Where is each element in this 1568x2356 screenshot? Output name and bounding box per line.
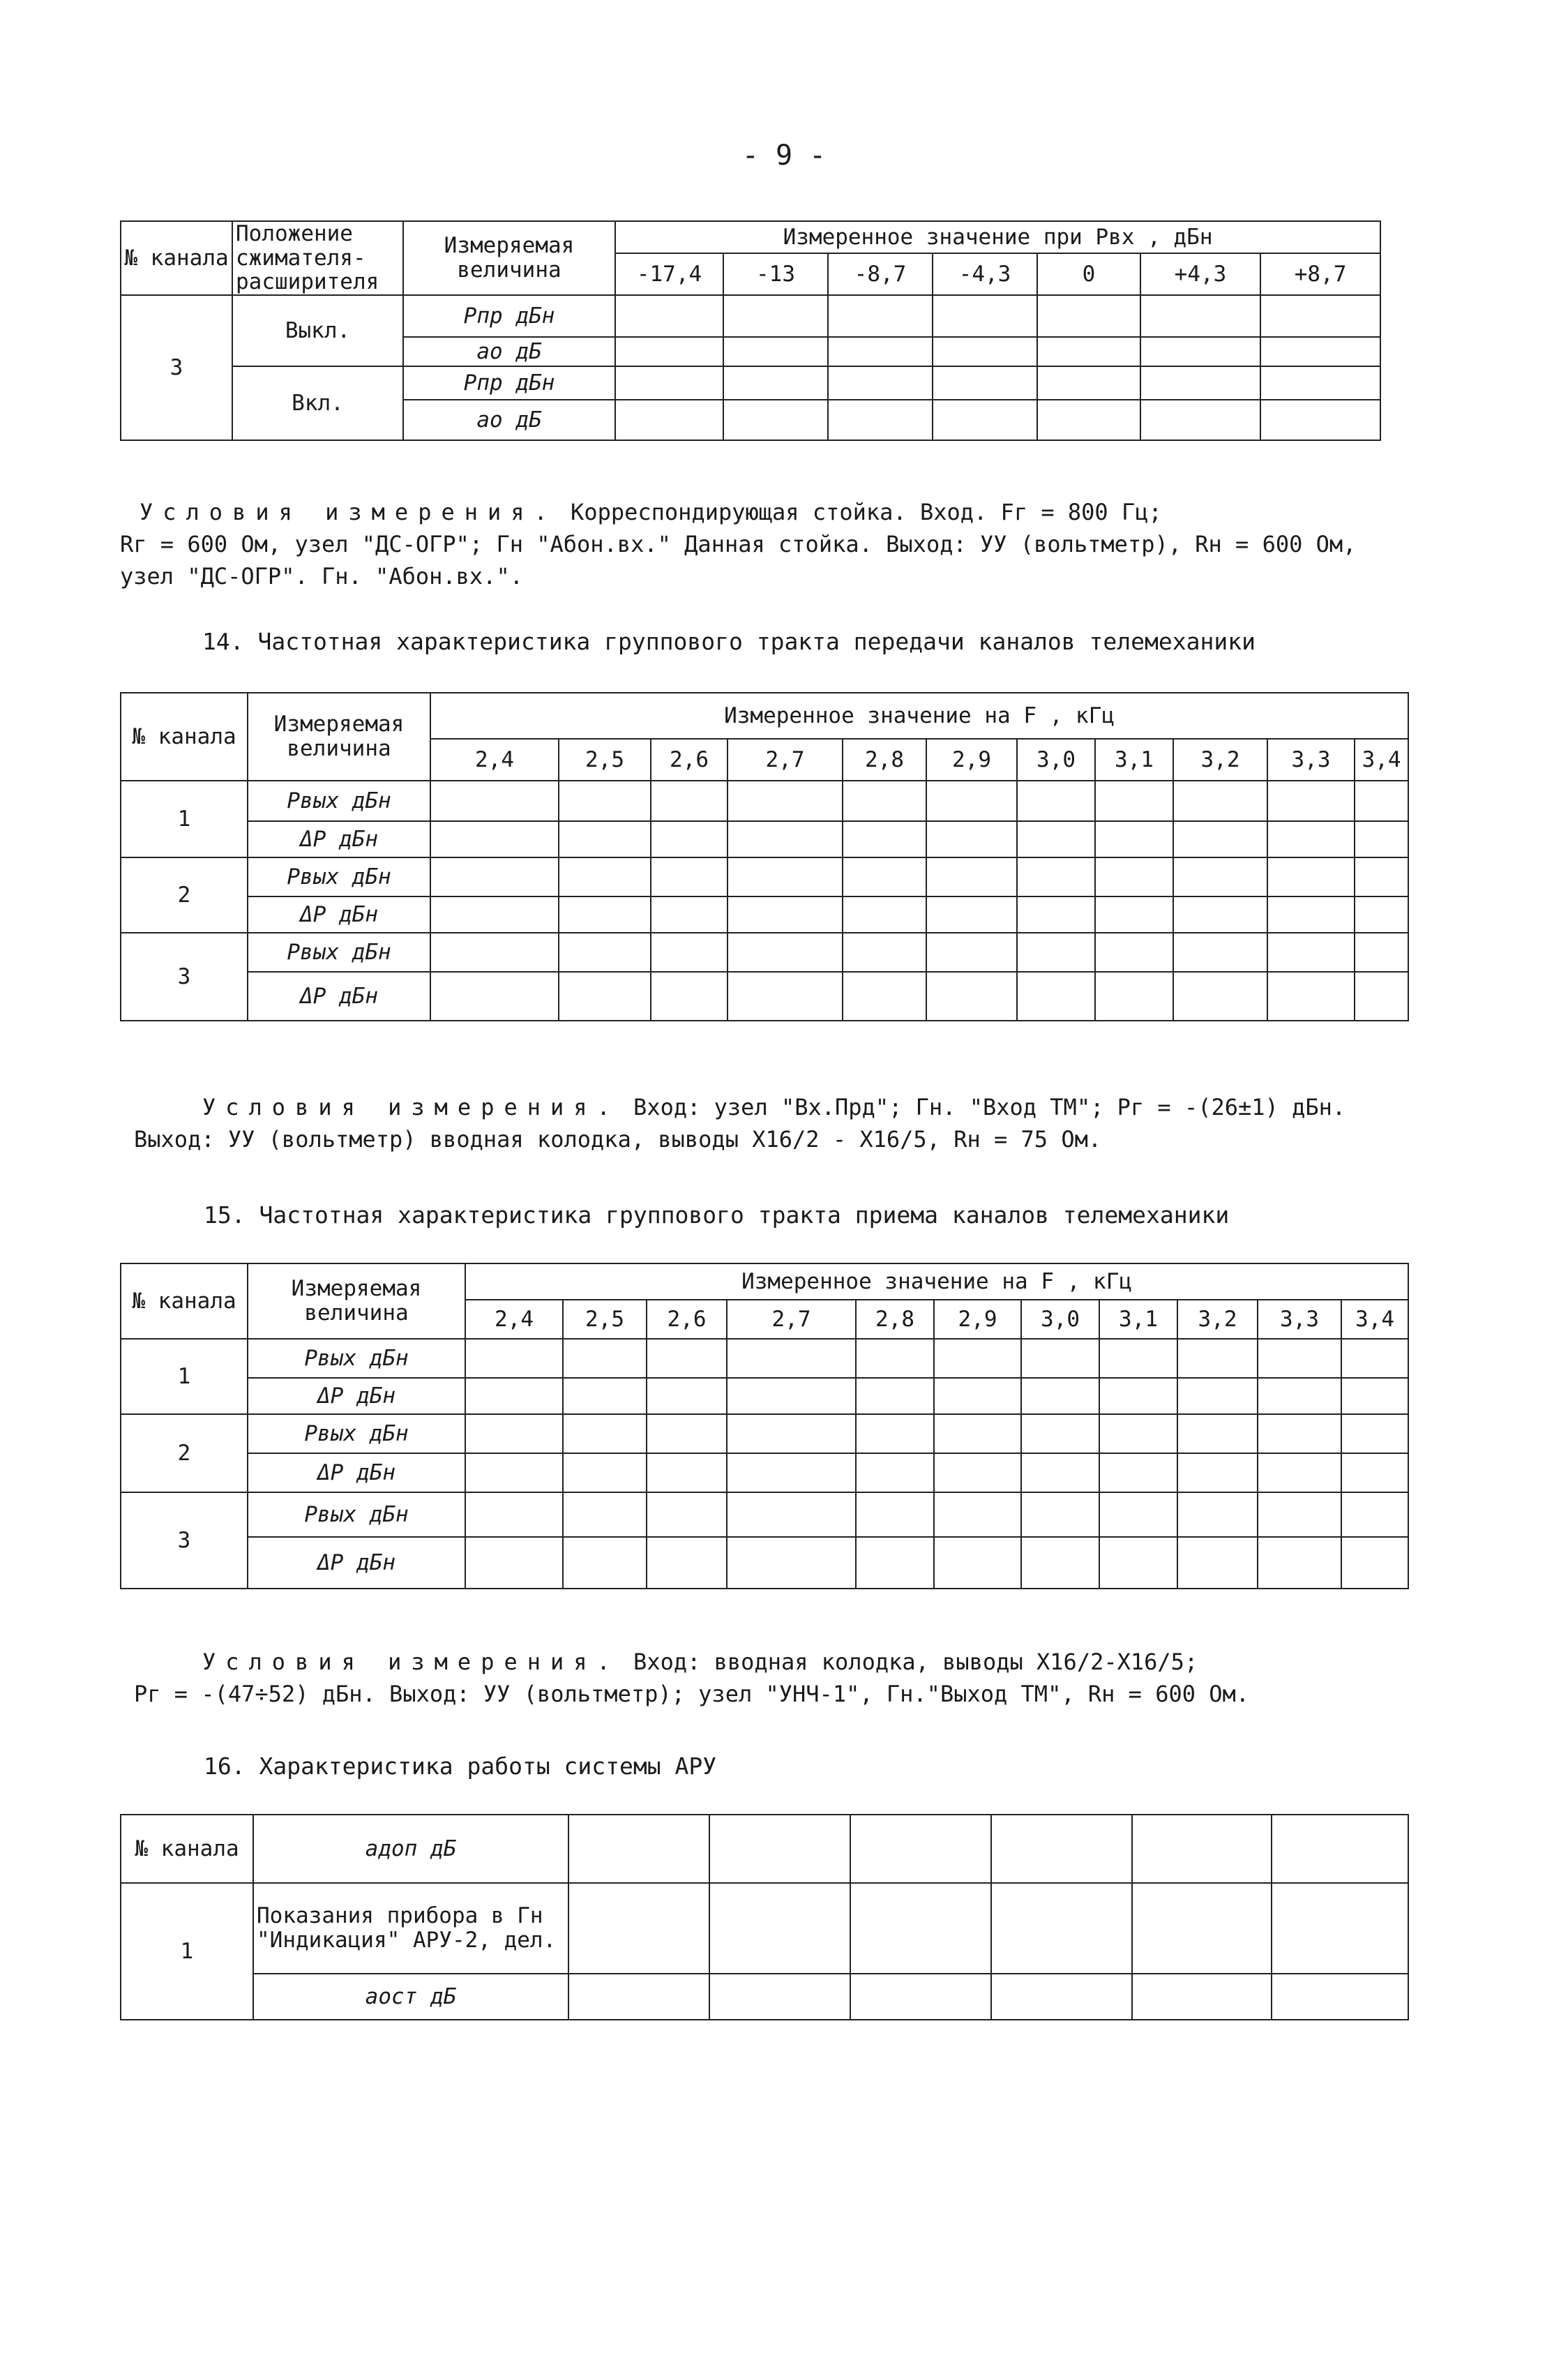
- table-cell-empty: [559, 857, 651, 896]
- table-cell-empty: [723, 400, 828, 440]
- table-cell-empty: [1021, 1414, 1099, 1453]
- table-cell-empty: [728, 781, 843, 821]
- table-cell-empty: [723, 295, 828, 337]
- table-cell-empty: [728, 857, 843, 896]
- table-cell-empty: [843, 821, 926, 857]
- table-cell-empty: [843, 972, 926, 1021]
- section-heading-14: 14. Частотная характеристика группового тракта передачи каналов телемеханики: [202, 628, 1256, 655]
- table-cell-empty: [1095, 933, 1173, 972]
- quantity-label: Pвых дБн: [248, 1339, 465, 1378]
- conditions-line: Вход: вводная колодка, выводы Х16/2-Х16/5;: [633, 1649, 1198, 1675]
- table-cell-empty: [728, 896, 843, 933]
- freq-header: 2,9: [926, 739, 1017, 781]
- table-cell-empty: [1177, 1339, 1258, 1378]
- freq-header: 3,1: [1095, 739, 1173, 781]
- table-cell-empty: [991, 1815, 1132, 1883]
- table-cell-empty: [850, 1815, 991, 1883]
- channel-number: 3: [121, 933, 248, 1021]
- channel-number: 1: [121, 1339, 248, 1414]
- conditions-13: [140, 497, 1162, 527]
- freq-header: 2,7: [728, 739, 843, 781]
- table-cell-empty: [1341, 1537, 1408, 1589]
- table-cell-empty: [1021, 1339, 1099, 1378]
- table-cell-empty: [1017, 972, 1095, 1021]
- table-cell-empty: [1140, 295, 1260, 337]
- conditions-title: Условия измерения.: [202, 1649, 620, 1675]
- freq-header: 3,3: [1258, 1300, 1341, 1339]
- channel-number: 1: [121, 781, 248, 857]
- level-header: -8,7: [828, 253, 933, 295]
- table-cell-empty: [1260, 400, 1380, 440]
- table-cell-empty: [651, 933, 728, 972]
- table-cell-empty: [1355, 972, 1408, 1021]
- table-cell-empty: [1021, 1453, 1099, 1492]
- table-cell-empty: [850, 1974, 991, 2020]
- channel-number: 1: [121, 1883, 253, 2020]
- table-cell-empty: [926, 972, 1017, 1021]
- quantity-label: ao дБ: [403, 400, 615, 440]
- conditions-14-line2: Выход: УУ (вольтметр) вводная колодка, выводы Х16/2 - Х16/5, Rн = 75 Ом.: [134, 1126, 1102, 1153]
- table-cell-empty: [933, 400, 1037, 440]
- header-measured: Измеренное значение на F , кГц: [465, 1263, 1408, 1300]
- table-cell-empty: [828, 295, 933, 337]
- table-cell-empty: [991, 1974, 1132, 2020]
- table-cell-empty: [1258, 1492, 1341, 1537]
- table-cell-empty: [465, 1378, 563, 1414]
- table-cell-empty: [828, 366, 933, 400]
- table-cell-empty: [647, 1453, 727, 1492]
- quantity-label: Pпр дБн: [403, 295, 615, 337]
- table-cell-empty: [1037, 400, 1140, 440]
- header-channel: № канала: [121, 693, 248, 781]
- header-measured: Измеренное значение на F , кГц: [430, 693, 1408, 739]
- table-cell-empty: [1267, 857, 1355, 896]
- table-cell-empty: [568, 1815, 709, 1883]
- conditions-title: Условия измерения.: [202, 1094, 620, 1120]
- table-cell-empty: [559, 933, 651, 972]
- table-cell-empty: [651, 896, 728, 933]
- table-cell-empty: [563, 1378, 647, 1414]
- channel-number: 3: [121, 295, 232, 440]
- table-cell-empty: [1173, 933, 1267, 972]
- quantity-label: Pпр дБн: [403, 366, 615, 400]
- header-compander: Положение сжимателя-расширителя: [232, 221, 403, 295]
- freq-header: 2,6: [651, 739, 728, 781]
- quantity-label: Pвых дБн: [248, 1492, 465, 1537]
- conditions-15: [202, 1646, 1198, 1677]
- table-cell-empty: [926, 821, 1017, 857]
- table-cell-empty: [850, 1883, 991, 1974]
- quantity-label: aдоп дБ: [253, 1815, 568, 1883]
- quantity-label: Показания прибора в Гн "Индикация" АРУ-2, дел.: [253, 1883, 568, 1974]
- table-cell-empty: [934, 1492, 1021, 1537]
- table-agc: [120, 1814, 1409, 2020]
- freq-header: 3,0: [1021, 1300, 1099, 1339]
- table-cell-empty: [926, 857, 1017, 896]
- header-quantity: Измеряемая величина: [248, 693, 430, 781]
- table-cell-empty: [709, 1974, 850, 2020]
- table-cell-empty: [727, 1414, 856, 1453]
- level-header: -17,4: [615, 253, 723, 295]
- table-cell-empty: [1258, 1414, 1341, 1453]
- table-cell-empty: [1017, 896, 1095, 933]
- table-cell-empty: [1095, 896, 1173, 933]
- table-cell-empty: [934, 1453, 1021, 1492]
- header-quantity: Измеряемая величина: [248, 1263, 465, 1339]
- table-cell-empty: [1173, 896, 1267, 933]
- conditions-line: Корреспондирующая стойка. Вход. Fг = 800 Гц;: [571, 499, 1162, 525]
- table-cell-empty: [465, 1537, 563, 1589]
- header-channel: № канала: [121, 1263, 248, 1339]
- table-cell-empty: [856, 1339, 934, 1378]
- table-cell-empty: [1017, 781, 1095, 821]
- table-cell-empty: [1272, 1974, 1408, 2020]
- table-cell-empty: [1258, 1453, 1341, 1492]
- table-cell-empty: [1017, 933, 1095, 972]
- freq-header: 2,8: [843, 739, 926, 781]
- table-cell-empty: [709, 1883, 850, 1974]
- level-header: -13: [723, 253, 828, 295]
- conditions-15-line2: Pг = -(47÷52) дБн. Выход: УУ (вольтметр); узел "УНЧ-1", Гн."Выход ТМ", Rн = 600 Ом.: [134, 1681, 1250, 1707]
- freq-header: 3,0: [1017, 739, 1095, 781]
- table-cell-empty: [843, 896, 926, 933]
- table-cell-empty: [933, 295, 1037, 337]
- table-cell-empty: [1095, 972, 1173, 1021]
- table-cell-empty: [991, 1883, 1132, 1974]
- quantity-label: ΔP дБн: [248, 1453, 465, 1492]
- table-cell-empty: [1267, 933, 1355, 972]
- channel-number: 2: [121, 1414, 248, 1492]
- table-cell-empty: [1095, 857, 1173, 896]
- table-cell-empty: [615, 366, 723, 400]
- freq-header: 3,1: [1099, 1300, 1177, 1339]
- table-cell-empty: [1272, 1815, 1408, 1883]
- freq-header: 2,5: [563, 1300, 647, 1339]
- table-cell-empty: [1267, 896, 1355, 933]
- table-cell-empty: [1132, 1883, 1272, 1974]
- table-cell-empty: [1258, 1339, 1341, 1378]
- freq-header: 3,3: [1267, 739, 1355, 781]
- conditions-title: Условия измерения.: [140, 499, 557, 525]
- table-cell-empty: [1341, 1378, 1408, 1414]
- header-measured: Измеренное значение при Pвх , дБн: [615, 221, 1380, 253]
- table-cell-empty: [1140, 400, 1260, 440]
- freq-header: 3,2: [1177, 1300, 1258, 1339]
- table-cell-empty: [1267, 821, 1355, 857]
- table-cell-empty: [1037, 295, 1140, 337]
- table-cell-empty: [727, 1378, 856, 1414]
- table-cell-empty: [1140, 337, 1260, 366]
- table-cell-empty: [563, 1492, 647, 1537]
- table-cell-empty: [926, 896, 1017, 933]
- freq-header: 2,8: [856, 1300, 934, 1339]
- quantity-label: ΔP дБн: [248, 1537, 465, 1589]
- table-cell-empty: [1037, 366, 1140, 400]
- header-channel: № канала: [121, 221, 232, 295]
- table-cell-empty: [568, 1974, 709, 2020]
- table-cell-empty: [709, 1815, 850, 1883]
- table-cell-empty: [934, 1339, 1021, 1378]
- table-cell-empty: [856, 1492, 934, 1537]
- table-cell-empty: [727, 1339, 856, 1378]
- quantity-label: ΔP дБн: [248, 972, 430, 1021]
- freq-header: 3,4: [1355, 739, 1408, 781]
- table-cell-empty: [934, 1378, 1021, 1414]
- table-cell-empty: [430, 972, 559, 1021]
- table-cell-empty: [1177, 1492, 1258, 1537]
- table-cell-empty: [1095, 781, 1173, 821]
- table-cell-empty: [856, 1414, 934, 1453]
- table-cell-empty: [430, 857, 559, 896]
- table-cell-empty: [727, 1492, 856, 1537]
- table-cell-empty: [647, 1537, 727, 1589]
- table-cell-empty: [728, 972, 843, 1021]
- table-cell-empty: [1355, 933, 1408, 972]
- table-cell-empty: [1132, 1815, 1272, 1883]
- table-cell-empty: [934, 1537, 1021, 1589]
- table-cell-empty: [559, 821, 651, 857]
- table-cell-empty: [651, 821, 728, 857]
- table-cell-empty: [1272, 1883, 1408, 1974]
- freq-header: 2,9: [934, 1300, 1021, 1339]
- table-compander-levels: [120, 220, 1381, 441]
- state-label: Выкл.: [232, 295, 403, 366]
- table-cell-empty: [647, 1339, 727, 1378]
- table-cell-empty: [430, 821, 559, 857]
- table-cell-empty: [1177, 1414, 1258, 1453]
- table-cell-empty: [1177, 1378, 1258, 1414]
- table-cell-empty: [568, 1883, 709, 1974]
- table-cell-empty: [1177, 1537, 1258, 1589]
- table-cell-empty: [933, 337, 1037, 366]
- table-cell-empty: [926, 933, 1017, 972]
- table-cell-empty: [1258, 1537, 1341, 1589]
- quantity-label: Pвых дБн: [248, 1414, 465, 1453]
- table-cell-empty: [843, 781, 926, 821]
- table-cell-empty: [465, 1492, 563, 1537]
- quantity-label: Pвых дБн: [248, 857, 430, 896]
- quantity-label: aост дБ: [253, 1974, 568, 2020]
- table-rx-frequency: [120, 1263, 1409, 1589]
- table-cell-empty: [933, 366, 1037, 400]
- table-cell-empty: [1341, 1453, 1408, 1492]
- header-quantity: Измеряемая величина: [403, 221, 615, 295]
- table-cell-empty: [728, 933, 843, 972]
- state-label: Вкл.: [232, 366, 403, 440]
- table-cell-empty: [1260, 295, 1380, 337]
- table-cell-empty: [465, 1414, 563, 1453]
- table-cell-empty: [1173, 781, 1267, 821]
- table-cell-empty: [563, 1453, 647, 1492]
- quantity-label: ΔP дБн: [248, 1378, 465, 1414]
- table-tx-frequency: [120, 692, 1409, 1021]
- conditions-14: [202, 1092, 1345, 1123]
- table-cell-empty: [1267, 781, 1355, 821]
- conditions-line: Вход: узел "Вх.Прд"; Гн. "Вход ТМ"; Pг = -(26±1) дБн.: [633, 1094, 1346, 1120]
- freq-header: 2,7: [727, 1300, 856, 1339]
- table-cell-empty: [1267, 972, 1355, 1021]
- table-cell-empty: [647, 1378, 727, 1414]
- freq-header: 3,2: [1173, 739, 1267, 781]
- section-heading-16: 16. Характеристика работы системы АРУ: [204, 1753, 717, 1780]
- quantity-label: ΔP дБн: [248, 896, 430, 933]
- quantity-label: Pвых дБн: [248, 781, 430, 821]
- freq-header: 2,4: [465, 1300, 563, 1339]
- table-cell-empty: [1355, 821, 1408, 857]
- table-cell-empty: [647, 1414, 727, 1453]
- table-cell-empty: [934, 1414, 1021, 1453]
- table-cell-empty: [563, 1414, 647, 1453]
- table-cell-empty: [856, 1453, 934, 1492]
- table-cell-empty: [1099, 1453, 1177, 1492]
- header-channel: № канала: [121, 1815, 253, 1883]
- table-cell-empty: [1355, 781, 1408, 821]
- section-heading-15: 15. Частотная характеристика группового тракта приема каналов телемеханики: [204, 1201, 1230, 1229]
- table-cell-empty: [1341, 1492, 1408, 1537]
- table-cell-empty: [430, 781, 559, 821]
- table-cell-empty: [430, 933, 559, 972]
- table-cell-empty: [843, 933, 926, 972]
- freq-header: 2,5: [559, 739, 651, 781]
- table-cell-empty: [727, 1537, 856, 1589]
- table-cell-empty: [651, 972, 728, 1021]
- level-header: +8,7: [1260, 253, 1380, 295]
- table-cell-empty: [1260, 366, 1380, 400]
- level-header: -4,3: [933, 253, 1037, 295]
- table-cell-empty: [615, 400, 723, 440]
- conditions-13-line3: узел "ДС-ОГР". Гн. "Абон.вх.".: [120, 563, 523, 590]
- table-cell-empty: [723, 366, 828, 400]
- table-cell-empty: [1260, 337, 1380, 366]
- freq-header: 3,4: [1341, 1300, 1408, 1339]
- channel-number: 3: [121, 1492, 248, 1589]
- table-cell-empty: [465, 1453, 563, 1492]
- table-cell-empty: [1177, 1453, 1258, 1492]
- table-cell-empty: [1099, 1339, 1177, 1378]
- table-cell-empty: [1021, 1492, 1099, 1537]
- table-cell-empty: [615, 337, 723, 366]
- table-cell-empty: [559, 972, 651, 1021]
- table-cell-empty: [651, 857, 728, 896]
- table-cell-empty: [1355, 896, 1408, 933]
- channel-number: 2: [121, 857, 248, 933]
- table-cell-empty: [1140, 366, 1260, 400]
- table-cell-empty: [1132, 1974, 1272, 2020]
- table-cell-empty: [1021, 1537, 1099, 1589]
- freq-header: 2,4: [430, 739, 559, 781]
- table-cell-empty: [1173, 972, 1267, 1021]
- freq-header: 2,6: [647, 1300, 727, 1339]
- table-cell-empty: [559, 781, 651, 821]
- level-header: +4,3: [1140, 253, 1260, 295]
- page-number: - 9 -: [741, 140, 827, 172]
- quantity-label: Pвых дБн: [248, 933, 430, 972]
- table-cell-empty: [647, 1492, 727, 1537]
- table-cell-empty: [1099, 1492, 1177, 1537]
- table-cell-empty: [563, 1339, 647, 1378]
- quantity-label: ao дБ: [403, 337, 615, 366]
- table-cell-empty: [1037, 337, 1140, 366]
- table-cell-empty: [1341, 1414, 1408, 1453]
- table-cell-empty: [856, 1378, 934, 1414]
- table-cell-empty: [1099, 1414, 1177, 1453]
- table-cell-empty: [1099, 1378, 1177, 1414]
- table-cell-empty: [465, 1339, 563, 1378]
- table-cell-empty: [1173, 821, 1267, 857]
- table-cell-empty: [843, 857, 926, 896]
- table-cell-empty: [1021, 1378, 1099, 1414]
- table-cell-empty: [727, 1453, 856, 1492]
- table-cell-empty: [828, 337, 933, 366]
- table-cell-empty: [430, 896, 559, 933]
- table-cell-empty: [1017, 857, 1095, 896]
- table-cell-empty: [615, 295, 723, 337]
- table-cell-empty: [856, 1537, 934, 1589]
- table-cell-empty: [563, 1537, 647, 1589]
- table-cell-empty: [651, 781, 728, 821]
- table-cell-empty: [1173, 857, 1267, 896]
- table-cell-empty: [828, 400, 933, 440]
- quantity-label: ΔP дБн: [248, 821, 430, 857]
- table-cell-empty: [1258, 1378, 1341, 1414]
- table-cell-empty: [723, 337, 828, 366]
- conditions-13-line2: Rг = 600 Ом, узел "ДС-ОГР"; Гн "Абон.вх." Данная стойка. Выход: УУ (вольтметр), Rн = 600 Ом,: [120, 531, 1357, 557]
- table-cell-empty: [559, 896, 651, 933]
- table-cell-empty: [1095, 821, 1173, 857]
- table-cell-empty: [926, 781, 1017, 821]
- table-cell-empty: [1355, 857, 1408, 896]
- table-cell-empty: [728, 821, 843, 857]
- table-cell-empty: [1017, 821, 1095, 857]
- table-cell-empty: [1099, 1537, 1177, 1589]
- table-cell-empty: [1341, 1339, 1408, 1378]
- level-header: 0: [1037, 253, 1140, 295]
